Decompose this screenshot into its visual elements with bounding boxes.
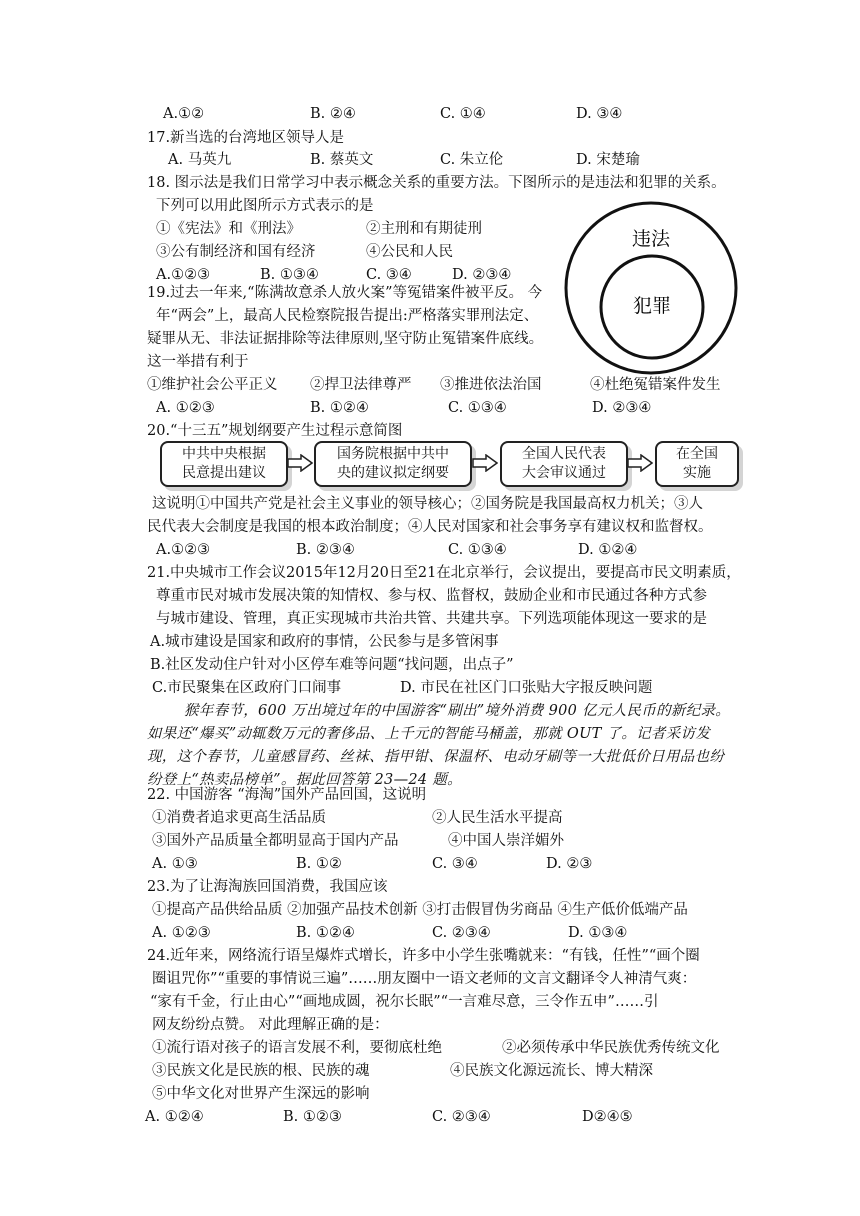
q22-item-1: ①消费者追求更高生活品质 [152, 810, 326, 826]
q24-line4: 网友纷纷点赞。 对此理解正确的是： [152, 1017, 389, 1033]
q20-option-c: C. ①③④ [448, 542, 507, 558]
flow-step-2 [314, 441, 472, 487]
q24-item-3: ③民族文化是民族的根、民族的魂 [152, 1063, 370, 1079]
q22-item-2: ②人民生活水平提高 [432, 810, 563, 826]
q16-option-c: C. ①④ [440, 106, 486, 122]
q24-item-5: ⑤中华文化对世界产生深远的影响 [152, 1086, 370, 1102]
q20-explanation-line1: 这说明①中国共产党是社会主义事业的领导核心；②国务院是我国最高权力机关；③人 [152, 496, 703, 512]
q24-line1: 24.近年来，网络流行语呈爆炸式增长，许多中小学生张嘴就来：“有钱，任性”“画个圈 [147, 948, 700, 964]
flow-step-4-line1: 在全国 [676, 446, 718, 462]
q18-option-c: C. ③④ [366, 267, 412, 283]
flow-step-3-line2: 大会审议通过 [522, 465, 606, 481]
q19-line4: 这一举措有利于 [147, 354, 249, 370]
q20-option-d: D. ①②④ [578, 542, 638, 558]
q24-line2: 圈诅咒你”“重要的事情说三遍”……朋友圈中一语文老师的文言文翻译令人神清气爽： [152, 971, 697, 987]
q24-item-4: ④民族文化源远流长、博大精深 [450, 1063, 653, 1079]
q20-option-b: B. ②③④ [296, 542, 355, 558]
flow-step-2-line2: 央的建议拟定纲要 [337, 465, 449, 481]
q16-option-a: A.①② [163, 106, 205, 122]
venn-diagram [560, 197, 742, 379]
q17-option-c: C. 朱立伦 [440, 152, 504, 168]
flow-step-3 [500, 441, 628, 487]
flow-step-3-line1: 全国人民代表 [522, 446, 606, 462]
material-line1: 猴年春节，600 万出境过年的中国游客“刷出”境外消费 900 亿元人民币的新纪录。 [184, 703, 731, 719]
flow-step-4-line2: 实施 [683, 465, 711, 481]
q24-option-b: B. ①②③ [283, 1109, 342, 1125]
q23-option-a: A. ①②③ [152, 925, 211, 941]
q19-option-d: D. ②③④ [592, 400, 652, 416]
q20-option-a: A.①②③ [156, 542, 211, 558]
q22-item-4: ④中国人崇洋媚外 [448, 833, 564, 849]
q24-item-1: ①流行语对孩子的语言发展不利，要彻底杜绝 [152, 1040, 442, 1056]
q22-stem: 22. 中国游客 “海淘”国外产品回国，这说明 [147, 787, 427, 803]
q19-line1: 19.过去一年来,“陈满故意杀人放火案”等冤错案件被平反。 今 [147, 285, 543, 301]
material-line4: 纷登上“热卖品榜单”。据此回答第 23—24 题。 [147, 772, 462, 788]
q18-item-3: ③公有制经济和国有经济 [156, 244, 316, 260]
q22-item-3: ③国外产品质量全都明显高于国内产品 [152, 833, 399, 849]
q16-option-d: D. ③④ [576, 106, 623, 122]
q16-option-b: B. ②④ [310, 106, 356, 122]
q21-line3: 与城市建设、管理，真正实现城市共治共管、共建共享。下列选项能体现这一要求的是 [156, 611, 707, 627]
q22-option-c: C. ③④ [432, 856, 478, 872]
flow-arrow-1 [287, 454, 313, 472]
q21-line2: 尊重市民对城市发展决策的知情权、参与权、监督权，鼓励企业和市民通过各种方式参 [156, 588, 707, 604]
q17-option-b: B. 蔡英文 [310, 152, 374, 168]
flow-arrow-3 [627, 454, 653, 472]
flow-arrow-2 [472, 454, 498, 472]
flow-step-1-line1: 中共中央根据 [182, 446, 266, 462]
q18-item-1: ①《宪法》和《刑法》 [156, 221, 301, 237]
flow-step-1 [160, 441, 288, 487]
q21-line1: 21.中央城市工作会议2015年12月20日至21在北京举行，会议提出，要提高市民文明素质， [147, 565, 741, 581]
q18-option-a: A.①②③ [156, 267, 211, 283]
q24-item-2: ②必须传承中华民族优秀传统文化 [502, 1040, 720, 1056]
q18-item-2: ②主刑和有期徒刑 [366, 221, 482, 237]
q24-option-d: D②④⑤ [582, 1109, 633, 1125]
q18-stem-line1: 18. 图示法是我们日常学习中表示概念关系的重要方法。下图所示的是违法和犯罪的关系。 [147, 175, 726, 191]
q22-option-a: A. ①③ [152, 856, 198, 872]
q23-stem: 23.为了让海淘族回国消费，我国应该 [147, 879, 388, 895]
q20-stem: 20.“十三五”规划纲要产生过程示意简图 [147, 423, 403, 439]
q24-line3: “家有千金，行止由心”“画地成圆，祝尔长眠”“一言难尽意，三令作五申”……引 [150, 994, 659, 1010]
q23-option-c: C. ②③④ [432, 925, 491, 941]
q23-option-b: B. ①②④ [296, 925, 355, 941]
q17-option-d: D. 宋楚瑜 [576, 152, 640, 168]
q21-option-c: C.市民聚集在区政府门口闹事 [152, 680, 342, 696]
q19-option-c: C. ①③④ [448, 400, 507, 416]
venn-inner-label: 犯罪 [632, 295, 672, 317]
q22-option-d: D. ②③ [546, 856, 593, 872]
q17-stem: 17.新当选的台湾地区领导人是 [147, 130, 345, 146]
material-line2: 如果还“爆买”动辄数万元的奢侈品、上千元的智能马桶盖，那就 OUT 了。记者采访发 [147, 726, 711, 742]
q19-item-1: ①维护社会公平正义 [147, 377, 278, 393]
q20-explanation-line2: 民代表大会制度是我国的根本政治制度；④人民对国家和社会事务享有建议权和监督权。 [147, 519, 713, 535]
flow-step-1-line2: 民意提出建议 [182, 465, 266, 481]
q19-option-a: A. ①②③ [156, 400, 215, 416]
flow-step-4 [655, 441, 739, 487]
q22-option-b: B. ①② [296, 856, 342, 872]
q19-item-2: ②捍卫法律尊严 [310, 377, 412, 393]
q21-option-a: A.城市建设是国家和政府的事情，公民参与是多管闲事 [150, 634, 499, 650]
q24-option-a: A. ①②④ [145, 1109, 204, 1125]
q19-line3: 疑罪从无、非法证据排除等法律原则,坚守防止冤错案件底线。 [147, 331, 544, 347]
q18-item-4: ④公民和人民 [366, 244, 453, 260]
q19-item-3: ③推进依法治国 [440, 377, 542, 393]
q23-option-d: D. ①③④ [568, 925, 628, 941]
flow-step-2-line1: 国务院根据中共中 [337, 446, 449, 462]
q19-line2: 年“两会”上，最高人民检察院报告提出:严格落实罪刑法定、 [156, 308, 539, 324]
q24-option-c: C. ②③④ [432, 1109, 491, 1125]
q18-stem-line2: 下列可以用此图所示方式表示的是 [156, 198, 374, 214]
q18-option-b: B. ①③④ [260, 267, 319, 283]
q19-option-b: B. ①②④ [310, 400, 369, 416]
q18-option-d: D. ②③④ [452, 267, 512, 283]
q21-option-b: B.社区发动住户针对小区停车难等问题“找问题，出点子” [150, 657, 514, 673]
venn-outer-label: 违法 [631, 228, 671, 250]
q19-item-4: ④杜绝冤错案件发生 [590, 377, 721, 393]
material-line3: 现，这个春节，儿童感冒药、丝袜、指甲钳、保温杯、电动牙刷等一大批低价日用品也纷 [147, 749, 725, 765]
q17-option-a: A. 马英九 [168, 152, 232, 168]
q21-option-d: D. 市民在社区门口张贴大字报反映问题 [400, 680, 653, 696]
q23-items: ①提高产品供给品质 ②加强产品技术创新 ③打击假冒伪劣商品 ④生产低价低端产品 [152, 902, 688, 918]
